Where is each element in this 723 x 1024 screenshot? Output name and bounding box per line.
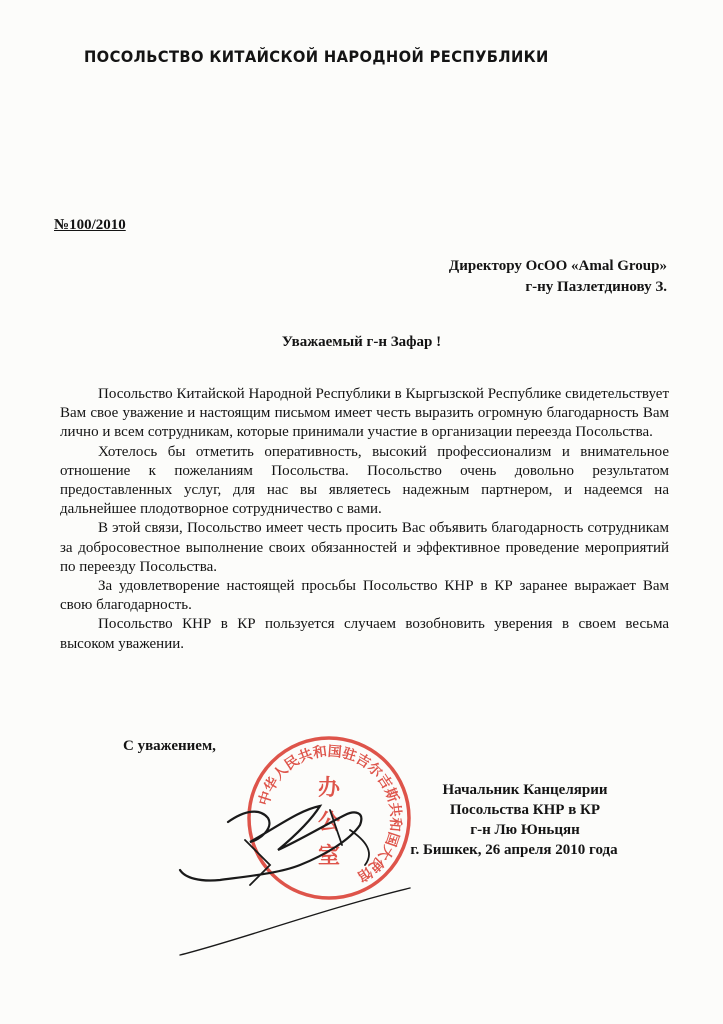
paragraph: За удовлетворение настоящей просьбы Посольство КНР в КР заранее выражает Вам свою благодарность.: [60, 578, 669, 614]
document-number: №100/2010: [54, 217, 126, 233]
addressee-block: [449, 256, 667, 298]
signatory-name: г-н Лю Юньцян: [470, 822, 580, 838]
paragraph: В этой связи, Посольство имеет честь просить Вас объявить благодарность сотрудникам за добросовестное выполнение своих обязанностей и эффективное проведение мероприятий по переезду Посольства.: [60, 520, 669, 575]
signatory-title-2: Посольства КНР в КР: [449, 802, 601, 818]
letterhead-title: ПОСОЛЬСТВО КИТАЙСКОЙ НАРОДНОЙ РЕСПУБЛИКИ: [84, 47, 549, 66]
signatory-block: [395, 780, 655, 860]
place-and-date: г. Бишкек, 26 апреля 2010 года: [410, 842, 618, 858]
addressee-line-2: г-ну Пазлетдинову З.: [525, 279, 667, 295]
closing-phrase: С уважением,: [123, 738, 216, 754]
stamp-center-char: 室: [317, 844, 341, 869]
signatory-title-1: Начальник Канцелярии: [442, 782, 608, 798]
paragraph: Посольство КНР в КР пользуется случаем возобновить уверения в своем весьма высоком уважении.: [60, 616, 669, 652]
paragraph: Посольство Китайской Народной Республики в Кыргызской Республике свидетельствует Вам свое уважение и настоящим письмом имеет честь выразить огромную благодарность Вам лично и всем сотрудникам, которые принимали участие в организации переезда Посольства.: [60, 386, 669, 441]
addressee-line-1: Директору ОсОО «Amal Group»: [448, 258, 667, 274]
salutation: Уважаемый г-н Зафар !: [281, 334, 442, 350]
stamp-center-char: 公: [317, 810, 341, 835]
letter-body: [60, 385, 669, 654]
paragraph: Хотелось бы отметить оперативность, высокий профессионализм и внимательное отношение к пожеланиям Посольства. Посольство очень довольно результатом предоставленных услуг, для нас вы являетесь надежным партнером, и надеемся на дальнейшее плодотворное сотрудничество с вами.: [60, 443, 669, 518]
stamp-ring-text: 中华人民共和国驻吉尔吉斯共和国大使馆: [256, 743, 404, 885]
stamp-center-char: 办: [317, 776, 341, 801]
